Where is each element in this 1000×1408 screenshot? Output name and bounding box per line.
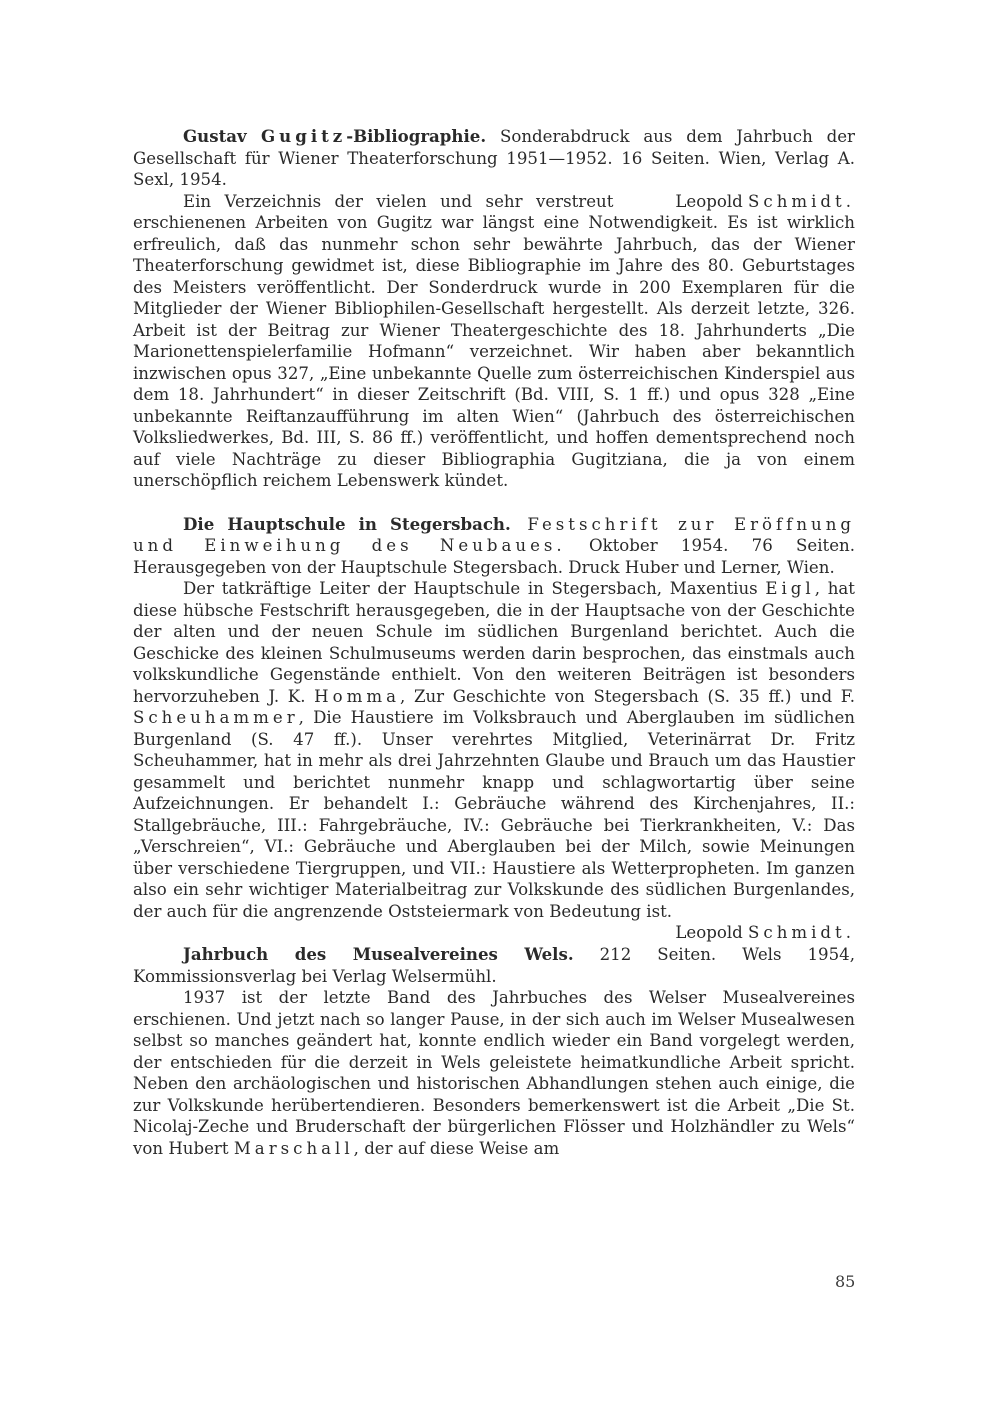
review-body xyxy=(133,578,856,942)
review-text: , hat diese hübsche Festschrift herausgegeben, die in der Hauptsache von der Geschichte der alten und der neuen Schule im südlichen Burgenland berichtet. Auch die Geschicke des kleinen Schulmuseums werden darin besprochen, das einstmals auch volkskundliche Gegenstände enthielt. Von den weiteren Beiträgen ist besonders hervorzuheben J. K. xyxy=(133,579,855,706)
review-title xyxy=(183,126,486,146)
review-signature xyxy=(625,191,855,213)
author-name: Marschall xyxy=(233,1138,354,1158)
title-part: Gustav xyxy=(183,126,261,146)
review-text: , Die Haustiere im Volksbrauch und Aberglauben im südlichen Burgenland (S. 47 ff.). Unser verehrtes Mitglied, Veterinärrat Dr. Fritz Scheuhammer, hat in mehr als drei Jahrzehnten Glaube und Brauch um das Haustier gesammelt und berichtet nunmehr knapp und schlagwortartig über seine Aufzeichnungen. Er behandelt I.: Gebräuche während des Kirchenjahres, II.: Stallgebräuche, III.: Fahrgebräuche, IV.: Gebräuche bei Tierkrankheiten, V.: Das „Verschreien“, VI.: Gebräuche und Aberglauben bei der Milch, sowie Meinungen über verschiedene Tiergruppen, und VII.: Haustiere als Wetterpropheten. Im ganzen also ein sehr wichtiger Materialbeitrag zur Volkskunde des südlichen Burgenlandes, der auch für die angrenzende Oststeiermark von Bedeutung ist. xyxy=(133,708,855,921)
review-heading xyxy=(133,514,855,579)
signature-first-name: Leopold xyxy=(675,191,749,211)
author-name: Homma xyxy=(314,686,400,706)
review-text: Der tatkräftige Leiter der Hauptschule in Stegersbach, Maxentius xyxy=(183,579,766,598)
title-part: -Bibliographie. xyxy=(346,126,487,146)
review-body xyxy=(133,191,855,492)
review-citation: Sonderabdruck aus dem Jahrbuch der Gesellschaft für Wiener Theaterforschung 1951—1952. 16 Seiten. Wien, Verlag A. Sexl, 1954. xyxy=(133,127,855,189)
review-wels xyxy=(133,944,855,1159)
review-title: Die Hauptschule in Stegersbach. xyxy=(183,513,511,534)
review-heading xyxy=(133,126,855,191)
review-text: Ein Verzeichnis der vielen und sehr verstreut erschienenen Arbeiten von Gugitz war längst eine Notwendigkeit. Es ist wirklich erfreulich, daß das nunmehr schon sehr bewährte Jahrbuch, das der Wiener Theaterforschung gewidmet ist, diese Bibliographie im Jahre des 80. Geburtstages des Meisters veröffentlicht. Der Sonderdruck wurde in 200 Exemplaren für die Mitglieder der Wiener Bibliophilen-Gesellschaft hergestellt. Als derzeit letzte, 326. Arbeit ist der Beitrag zur Wiener Theatergeschichte des 18. Jahrhunderts „Die Marionettenspielerfamilie Hofmann“ verzeichnet. Wir haben aber bekanntlich inzwischen opus 327, „Eine unbekannte Quelle zum österreichischen Kinderspiel aus dem 18. Jahrhundert“ in dieser Zeitschrift (Bd. VIII, S. 1 ff.) und opus 328 „Eine unbekannte Reiftanzaufführung im alten Wien“ (Jahrbuch des österreichischen Volksliedwerkes, Bd. III, S. 86 ff.) veröffentlicht, und hoffen dementsprechend noch auf viele Nachträge zu dieser Bibliographia Gugitziana, die ja von einem unerschöpflich reichem Lebenswerk kündet. xyxy=(133,191,855,490)
review-heading xyxy=(133,944,855,987)
review-subtitle: Festschrift zur Eröffnung und Einweihung des Neubaues. xyxy=(133,514,855,555)
signature-last-name: Schmidt. xyxy=(748,191,855,211)
review-gugitz xyxy=(133,126,855,492)
title-author-name: Gugitz xyxy=(260,126,347,146)
review-title: Jahrbuch des Musealvereines Wels. xyxy=(183,944,574,964)
review-text: 1937 ist der letzte Band des Jahrbuches des Welser Musealvereines erschienen. Und jetzt nach so langer Pause, in der sich auch im Welser Musealwesen selbst so manches geändert hat, konnte endlich wieder ein Band vorgelegt werden, der entschieden für die derzeit in Wels geleistete heimatkundliche Arbeit spricht. Neben den archäologischen und historischen Abhandlungen stehen auch einige, die zur Volkskunde herübertendieren. Besonders bemerkenswert ist die Arbeit „Die St. Nicolaj-Zeche und Bruderschaft der bürgerlichen Flösser und Holzhändler zu Wels“ von Hubert xyxy=(133,988,855,1158)
review-citation: 212 Seiten. Wels 1954, Kommissionsverlag bei Verlag Welsermühl. xyxy=(133,945,855,986)
review-text: , der auf diese Weise am xyxy=(353,1138,560,1158)
review-signature xyxy=(625,922,855,944)
review-citation: Oktober 1954. 76 Seiten. Herausgegeben von der Hauptschule Stegersbach. Druck Huber und Lerner, Wien. xyxy=(133,536,855,577)
review-stegersbach xyxy=(133,513,856,942)
page-content xyxy=(133,126,855,1181)
signature-first-name: Leopold xyxy=(675,923,749,942)
signature-last-name: Schmidt. xyxy=(748,923,855,942)
review-body xyxy=(133,987,855,1159)
author-name: Eigl xyxy=(765,579,815,598)
review-text: , Zur Geschichte von Stegersbach (S. 35 ff.) und F. xyxy=(400,686,856,706)
author-name: Scheuhammer xyxy=(133,708,299,727)
page-number: 85 xyxy=(835,1272,856,1291)
